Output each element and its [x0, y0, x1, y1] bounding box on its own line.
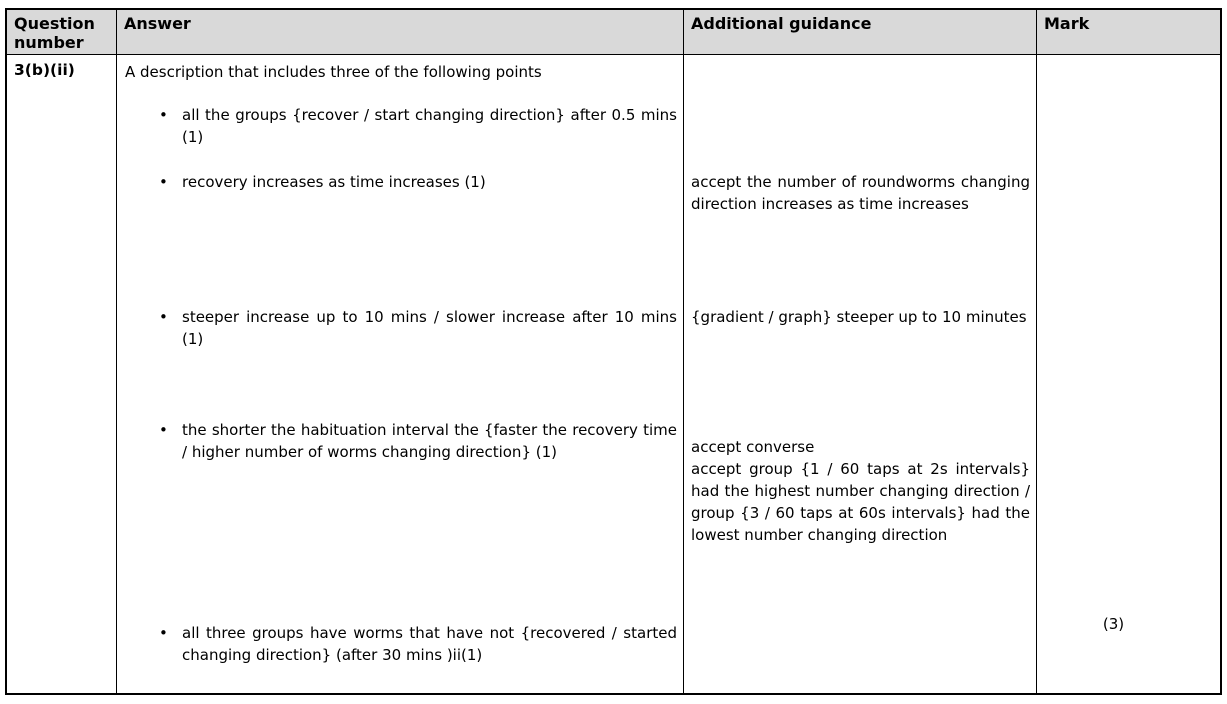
guidance-paragraph-3-line-2: accept group {1 / 60 taps at 2s intervals} had the highest number changing direction / group {3 / 60 taps at 60s intervals} had the lowest number changing direction [691, 460, 1030, 544]
header-mark: Mark [1044, 14, 1090, 33]
answer-bullet-2-text: recovery increases as time increases (1) [182, 173, 486, 191]
answer-bullet-1-text: all the groups {recover / start changing direction} after 0.5 mins (1) [182, 106, 677, 146]
mark-scheme-table [5, 8, 1222, 695]
bullet-marker: • [159, 421, 168, 439]
answer-bullet-4 [125, 419, 677, 463]
header-additional-guidance: Additional guidance [684, 10, 1037, 56]
answer-bullet-3 [125, 306, 677, 350]
answer-bullet-5-text: all three groups have worms that have not {recovered / started changing direction} (after 30 mins )ii(1) [182, 624, 677, 664]
mark-cell [1037, 55, 1220, 693]
guidance-paragraph-3-line-1: accept converse [691, 438, 815, 456]
table-header-row [7, 10, 1220, 55]
answer-bullet-2 [125, 171, 677, 193]
bullet-marker: • [159, 106, 168, 124]
question-number-cell [7, 55, 117, 693]
header-question-number: Question number [7, 10, 117, 56]
bullet-marker: • [159, 173, 168, 191]
mark-value: (3) [1102, 615, 1125, 633]
guidance-paragraph-1: accept the number of roundworms changing direction increases as time increases [691, 173, 1030, 213]
answer-cell [117, 55, 684, 693]
bullet-marker: • [159, 308, 168, 326]
answer-bullet-5 [125, 622, 677, 666]
additional-guidance-cell [684, 55, 1037, 693]
guidance-paragraph-3 [691, 436, 1030, 546]
answer-bullet-4-text: the shorter the habituation interval the {faster the recovery time / higher number of worms changing direction} (1) [182, 421, 677, 461]
answer-bullet-1 [125, 104, 677, 148]
bullet-marker: • [159, 624, 168, 642]
header-answer: Answer [117, 10, 684, 56]
question-number: 3(b)(ii) [14, 61, 75, 79]
answer-bullet-3-text: steeper increase up to 10 mins / slower increase after 10 mins (1) [182, 308, 677, 348]
table-body-row [7, 55, 1220, 693]
guidance-paragraph-2: {gradient / graph} steeper up to 10 minutes [691, 308, 1027, 326]
answer-intro: A description that includes three of the following points [125, 63, 542, 81]
